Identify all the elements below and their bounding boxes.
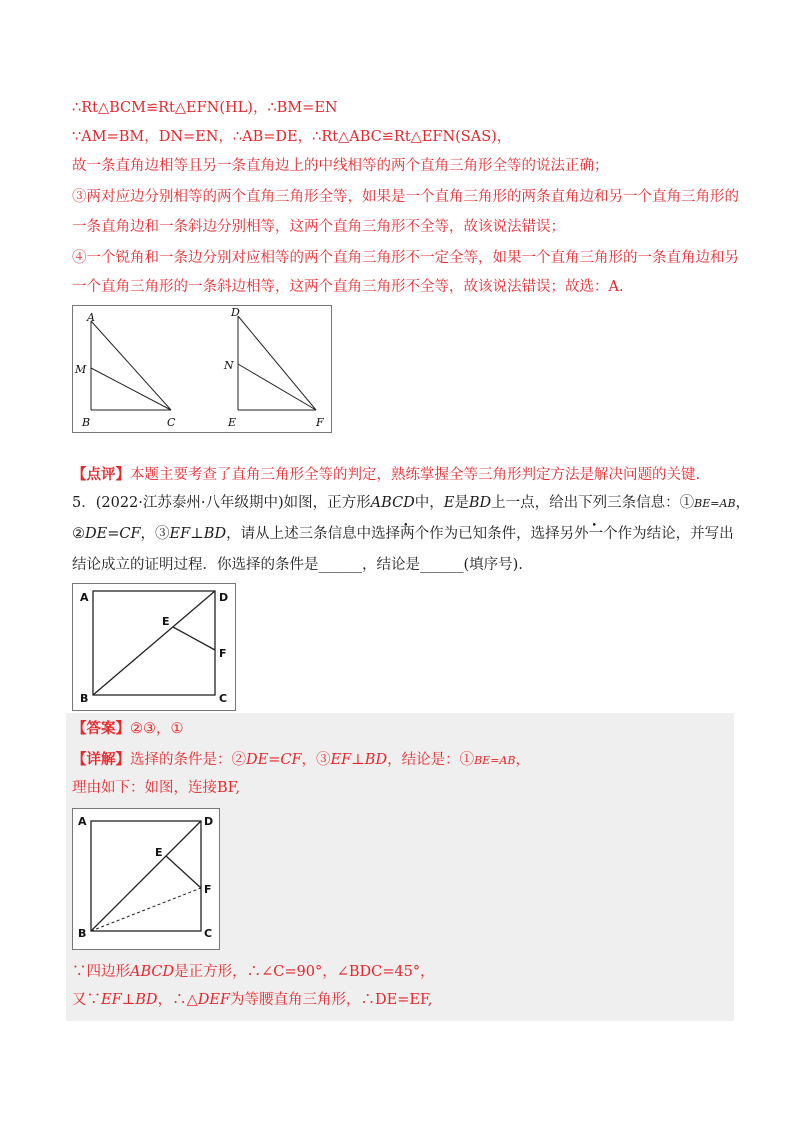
- info-2: DE=CF: [85, 526, 141, 542]
- label-m: M: [75, 363, 87, 376]
- label-d: D: [219, 591, 229, 604]
- label-c: C: [204, 927, 213, 940]
- proof2-line-2: [72, 990, 432, 1010]
- question-text: ，: [735, 495, 751, 511]
- question-text: 个作为已知条件，选择另外: [414, 526, 589, 542]
- label-e: E: [155, 846, 163, 859]
- label-n: N: [224, 359, 234, 372]
- label-a: A: [78, 815, 87, 828]
- comment-line: [72, 465, 700, 485]
- proof2-text: ∵四边形: [72, 964, 130, 980]
- emphasis-two: 两: [400, 526, 415, 542]
- figure-two-triangles: [72, 305, 332, 433]
- answer-text: ②③，①: [130, 721, 184, 737]
- question-line-2: [72, 524, 734, 544]
- answer-line: [72, 719, 184, 739]
- proof-line-6: ④一个锐角和一条边分别对应相等的两个直角三角形不一定全等，如果一个直角三角形的一条直角边和另: [72, 250, 739, 266]
- label-c: C: [219, 692, 228, 705]
- answer-tag: 【答案】: [72, 720, 130, 737]
- detail-text: ，结论是：①: [387, 752, 475, 768]
- condition-3: EF⊥BD: [330, 752, 388, 768]
- proof2-line-1: [72, 962, 435, 982]
- proof-line-7: 一个直角三角形的一条斜边相等，这两个直角三角形不全等，故该说法错误；故选：A.: [72, 279, 624, 295]
- proof-line-5: 一条直角边和一条斜边分别相等，这两个直角三角形不全等，故该说法错误；: [72, 219, 565, 235]
- label-d: D: [204, 815, 214, 828]
- math-abcd: ABCD: [130, 964, 175, 980]
- question-text: 个作为结论，并写出: [603, 526, 734, 542]
- proof-line-1: ∴Rt△BCM≌Rt△EFN(HL)，∴BM=EN: [72, 100, 338, 116]
- math-e: E: [443, 495, 455, 511]
- label-e: E: [162, 615, 170, 628]
- question-text: 是: [454, 495, 469, 511]
- proof-line-3: 故一条直角边相等且另一条直角边上的中线相等的两个直角三角形全等的说法正确；: [72, 158, 609, 174]
- conclusion-1: BE=AB: [474, 754, 516, 767]
- emphasis-one: 一: [588, 526, 604, 542]
- label-f: F: [316, 416, 324, 429]
- label-b: B: [82, 416, 91, 429]
- label-a: A: [80, 591, 89, 604]
- question-text: 5．(2022·江苏泰州·八年级期中)如图，正方形: [72, 495, 371, 511]
- figure-square-dashed: [72, 808, 220, 950]
- info-1: BE=AB: [694, 497, 736, 510]
- detail-text: 选择的条件是：②: [130, 752, 246, 768]
- comment-text: 本题主要考查了直角三角形全等的判定，熟练掌握全等三角形判定方法是解决问题的关键.: [130, 467, 701, 483]
- detail-line-2: 理由如下：如图，连接BF,: [72, 780, 241, 796]
- proof2-text: ，∴: [157, 992, 187, 1008]
- detail-text: ，: [515, 752, 530, 768]
- label-a: A: [87, 311, 95, 324]
- figure-square: [72, 583, 236, 711]
- label-f: F: [219, 647, 227, 660]
- proof2-text: 又∵: [72, 992, 101, 1008]
- label-e: E: [228, 416, 237, 429]
- condition-2: DE=CF: [246, 752, 302, 768]
- detail-tag: 【详解】: [72, 751, 130, 768]
- question-text: ，请从上述三条信息中选择: [226, 526, 401, 542]
- label-f: F: [204, 883, 212, 896]
- comment-tag: 【点评】: [72, 466, 130, 483]
- question-line-3: 结论成立的证明过程．你选择的条件是______，结论是______(填序号).: [72, 557, 523, 573]
- label-b: B: [78, 927, 87, 940]
- label-b: B: [80, 692, 89, 705]
- label-c: C: [167, 416, 176, 429]
- question-line-1: [72, 493, 750, 514]
- math-bd: BD: [468, 495, 492, 511]
- proof2-text: 是正方形，∴∠C=90°，∠BDC=45°，: [174, 964, 435, 980]
- label-d: D: [231, 306, 240, 319]
- question-text: 中，: [414, 495, 444, 511]
- question-text: ②: [72, 526, 85, 542]
- proof2-text: 为等腰直角三角形，∴DE=EF,: [230, 992, 433, 1008]
- question-text: 上一点，给出下列三条信息：①: [491, 495, 695, 511]
- proof-line-2: ∵AM=BM，DN=EN，∴AB=DE，∴Rt△ABC≌Rt△EFN(SAS)，: [72, 129, 512, 145]
- info-3: EF⊥BD: [169, 526, 227, 542]
- math-triangle: △DEF: [186, 992, 231, 1008]
- math-abcd: ABCD: [370, 495, 415, 511]
- detail-text: ，③: [301, 752, 331, 768]
- detail-line-1: [72, 750, 530, 771]
- question-text: ，③: [140, 526, 170, 542]
- proof-line-4: ③两对应边分别相等的两个直角三角形全等，如果是一个直角三角形的两条直角边和另一个直角三角形的: [72, 189, 739, 205]
- math-perp: EF⊥BD: [101, 992, 158, 1008]
